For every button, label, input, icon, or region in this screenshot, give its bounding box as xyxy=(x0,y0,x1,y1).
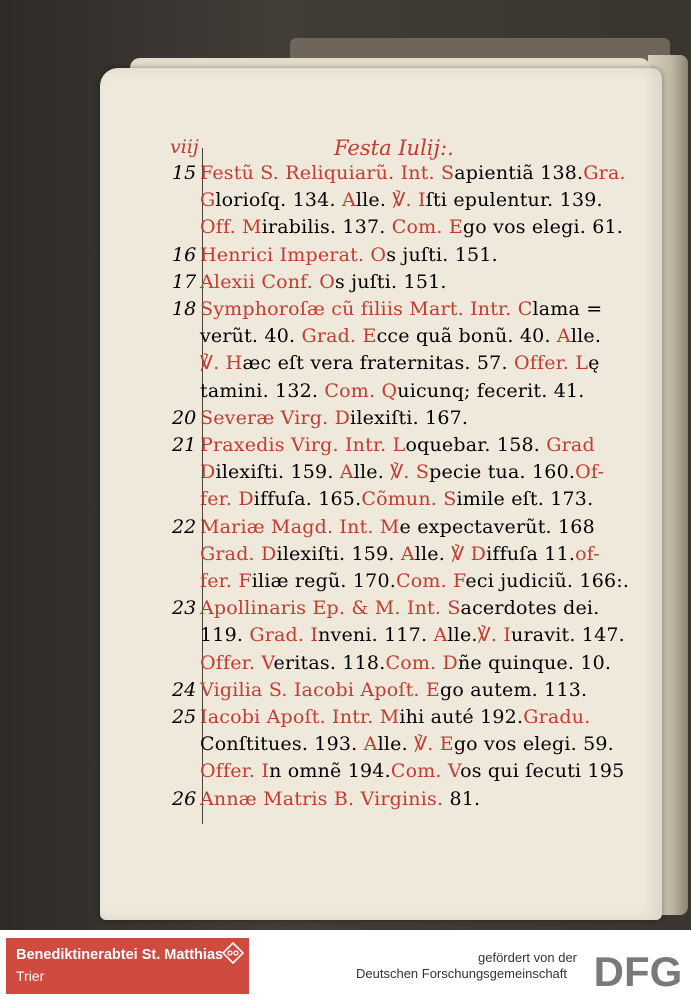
day-number: 21 xyxy=(172,434,197,456)
rubric-text: Symphoroſæ cũ filiis Mart. Intr. C xyxy=(200,298,533,320)
entry-line xyxy=(200,325,601,347)
rubric-text: Grad xyxy=(546,434,595,456)
entry-line xyxy=(200,244,498,266)
entry-line xyxy=(200,461,604,483)
body-text: lle. xyxy=(377,733,415,756)
rubric-text: Off. M xyxy=(200,216,262,239)
rubric-text: Gra. xyxy=(583,162,626,184)
dfg-logo-text: DFG xyxy=(593,948,683,992)
body-text: ilexiſti. 167. xyxy=(350,406,469,429)
institution-city: Trier xyxy=(16,968,45,984)
day-number: 15 xyxy=(172,162,197,184)
rubric-text: Gradu. xyxy=(523,706,591,728)
body-text: os qui ſecuti 195 xyxy=(460,760,625,783)
entry-line xyxy=(200,380,585,402)
dfg-logo xyxy=(590,948,686,992)
body-text: lle. xyxy=(355,189,393,212)
body-text: ſti epulentur. 139. xyxy=(425,189,603,212)
body-text: imile eſt. 173. xyxy=(456,488,594,511)
body-text: uravit. 147. xyxy=(511,624,625,647)
rubric-text: Of- xyxy=(575,461,605,484)
body-text: nveni. 117. xyxy=(318,624,434,647)
body-text: go vos elegi. 61. xyxy=(462,216,624,239)
rubric-text: ℣ D xyxy=(451,542,487,565)
day-number: 24 xyxy=(172,678,197,701)
entry-line xyxy=(200,706,590,728)
body-text: pecie tua. 160. xyxy=(429,461,576,484)
entry-line xyxy=(200,189,603,211)
entry-line xyxy=(200,298,602,320)
entry-line xyxy=(200,543,600,565)
rubric-text: Vigilia S. Iacobi Apoſt. E xyxy=(200,678,440,701)
day-number: 18 xyxy=(172,298,197,320)
body-text: iliæ regũ. 170. xyxy=(251,570,396,592)
body-text: acerdotes dei. xyxy=(460,597,600,620)
day-number: 16 xyxy=(172,243,197,266)
body-text: lle. xyxy=(414,542,452,565)
body-text: n omnẽ 194. xyxy=(269,760,391,783)
page-heading: Festa Iulij:. xyxy=(334,136,454,160)
rubric-text: Annæ Matris B. Virginis. xyxy=(200,787,450,810)
rubric-text: ℣. I xyxy=(477,624,512,647)
rubric-text: Cõmun. S xyxy=(361,488,457,511)
body-text: iffuſa 11. xyxy=(486,542,576,565)
entry-line xyxy=(200,652,611,674)
entry-line xyxy=(200,597,599,619)
rubric-text: Praxedis Virg. Intr. L xyxy=(200,434,406,456)
rubric-text: Severæ Virg. D xyxy=(200,406,351,429)
institution-name: Benediktinerabtei St. Matthias xyxy=(16,947,224,963)
rubric-text: Com. E xyxy=(391,216,463,239)
rubric-text: fer. F xyxy=(200,570,252,592)
entry-line xyxy=(200,352,600,374)
body-text: 81. xyxy=(449,787,481,810)
body-text: tamini. 132. xyxy=(200,379,325,402)
rubric-text: G xyxy=(200,189,216,212)
entry-line xyxy=(200,516,595,538)
body-text: lle. xyxy=(447,624,478,647)
abbey-logo-icon xyxy=(222,942,244,964)
rubric-text: D xyxy=(200,461,216,484)
rubric-text: Mariæ Magd. Int. M xyxy=(200,515,400,538)
body-text: go autem. 113. xyxy=(439,678,588,701)
rubric-text: Apollinaris Ep. & M. Int. S xyxy=(200,597,461,620)
body-text: lle. xyxy=(353,461,391,484)
body-text: ilexiſti. 159. xyxy=(276,542,401,565)
body-text: ilexiſti. 159. xyxy=(215,461,340,484)
rubric-text: of- xyxy=(575,542,600,565)
rubric-text: Com. V xyxy=(390,760,461,783)
body-text: ihi auté 192. xyxy=(399,706,524,728)
body-text: uicunq; fecerit. 41. xyxy=(397,379,585,402)
rubric-text: Henrici Imperat. O xyxy=(200,243,387,266)
rubric-text: A xyxy=(363,733,378,756)
funding-line-1: gefördert von der xyxy=(478,950,578,965)
rubric-text: A xyxy=(341,189,356,212)
day-number: 17 xyxy=(172,270,197,293)
body-text: e expectaverũt. 168 xyxy=(399,515,595,538)
folio-number: viij xyxy=(170,136,199,158)
entry-line xyxy=(200,162,626,184)
rubric-text: Grad. D xyxy=(200,542,277,565)
entry-line xyxy=(200,271,447,293)
entry-line xyxy=(200,570,629,592)
day-number: 23 xyxy=(172,597,197,620)
body-text: lama = xyxy=(532,298,603,320)
rubric-text: ℣. H xyxy=(200,352,243,375)
rubric-text: Grad. E xyxy=(301,325,377,348)
day-number: 25 xyxy=(172,706,197,728)
entry-line xyxy=(200,488,593,510)
entry-line xyxy=(200,788,480,810)
entry-line xyxy=(200,733,614,755)
rubric-text: A xyxy=(433,624,448,647)
rubric-text: Com. D xyxy=(385,651,458,674)
rubric-text: A xyxy=(339,461,354,484)
rubric-text: A xyxy=(400,542,415,565)
rubric-text: Offer. I xyxy=(200,760,270,783)
rubric-text: Alexii Conf. O xyxy=(200,270,335,293)
entry-line xyxy=(200,407,468,429)
rubric-text: Grad. I xyxy=(249,624,319,647)
rubric-text: ℣. E xyxy=(414,733,454,756)
rubric-text: Iacobi Apoſt. Intr. M xyxy=(200,706,400,728)
body-text: s juſti. 151. xyxy=(334,270,447,293)
body-text: eritas. 118. xyxy=(273,651,386,674)
body-text: go vos elegi. 59. xyxy=(453,733,614,756)
body-text: irabilis. 137. xyxy=(261,216,392,239)
rubric-text: A xyxy=(556,325,571,348)
rubric-text: ℣. S xyxy=(390,461,430,484)
body-text: ñe quinque. 10. xyxy=(457,651,612,674)
entry-line xyxy=(200,679,587,701)
rubric-text: Com. F xyxy=(395,570,466,592)
rubric-text: Com. Q xyxy=(324,379,398,402)
rubric-text: Festũ S. Reliquiarũ. Int. S xyxy=(200,162,455,184)
body-text: verũt. 40. xyxy=(200,325,302,348)
body-text: apientiã 138. xyxy=(454,162,584,184)
rubric-text: Offer. L xyxy=(513,352,589,375)
body-text: iffuſa. 165. xyxy=(253,488,362,511)
entry-line xyxy=(200,624,625,646)
entry-line xyxy=(200,760,624,782)
body-text: ę xyxy=(588,352,600,375)
body-text: 119. xyxy=(200,624,250,647)
rubric-text: fer. D xyxy=(200,488,254,511)
funding-line-2: Deutschen Forschungsgemeinschaft xyxy=(356,966,568,981)
body-text: s juſti. 151. xyxy=(386,243,498,266)
body-text: Conſtitues. 193. xyxy=(200,733,364,756)
body-text: lle. xyxy=(570,325,602,348)
body-text: æc eſt vera fraternitas. 57. xyxy=(242,352,514,375)
rubric-text: ℣. I xyxy=(392,189,426,212)
rubric-text: Offer. V xyxy=(200,651,274,674)
day-number: 26 xyxy=(172,787,197,810)
body-text: lorioſq. 134. xyxy=(215,189,342,212)
day-number: 20 xyxy=(172,406,197,429)
entry-line xyxy=(200,434,595,456)
body-text: cce quã bonũ. 40. xyxy=(376,325,557,348)
day-number: 22 xyxy=(172,515,197,538)
body-text: eci judiciũ. 166:. xyxy=(465,570,630,592)
entry-line xyxy=(200,216,623,238)
body-text: oquebar. 158. xyxy=(405,434,547,456)
